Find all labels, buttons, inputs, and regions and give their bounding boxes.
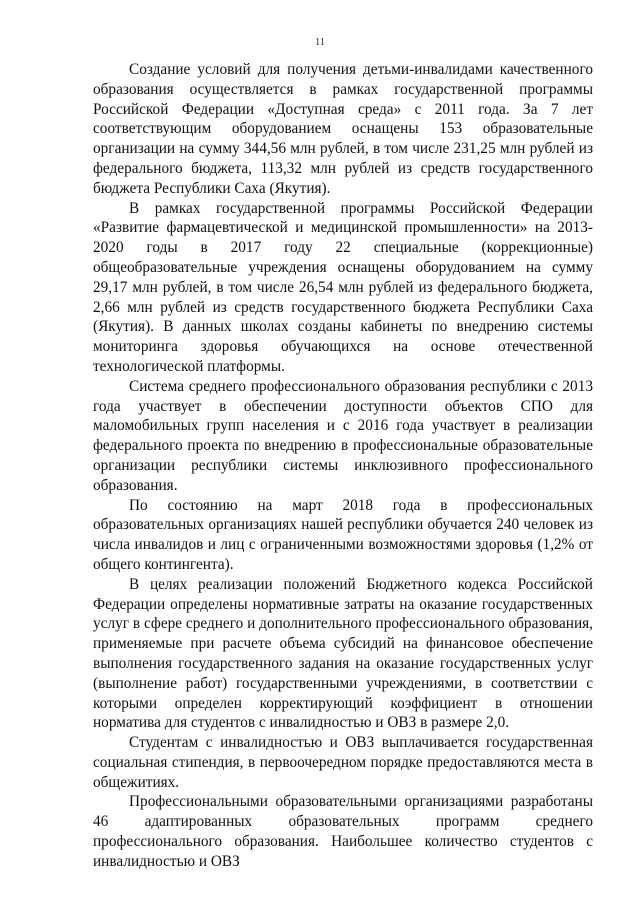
paragraph-adapted-programs: Профессиональными образовательными организациями разработаны 46 адаптированных образовательных программ среднего профессионального образования. Наибольшее количество студентов с инвалидностью и ОВЗ — [93, 793, 593, 870]
paragraph-accessible-environment: Создание условий для получения детьми-инвалидами качественного образования осуществляется в рамках государственной программы Российской Федерации «Доступная среда» с 2011 года. За 7 лет соответствующим оборудованием оснащены 153 образовательные организации на сумму 344,56 млн рублей, в том числе 231,25 млн рублей из федерального бюджета, 113,32 млн рублей из средств государственного бюджета Республики Саха (Якутия). — [93, 61, 593, 197]
paragraph-scholarship: Студентам с инвалидностью и ОВЗ выплачивается государственная социальная стипендия, в первоочередном порядке предоставляются места в общежитиях. — [93, 734, 593, 791]
paragraph-student-count: По состоянию на март 2018 года в профессиональных образовательных организациях нашей республики обучается 240 человек из числа инвалидов и лиц с ограниченными возможностями здоровья (1,2% от общего контингента). — [93, 496, 593, 573]
document-body — [93, 60, 593, 872]
page-number: 11 — [315, 37, 325, 48]
paragraph-pharma-program: В рамках государственной программы Российской Федерации «Развитие фармацевтической и медицинской промышленности» на 2013-2020 годы в 2017 году 22 специальные (коррекционные) общеобразовательные учреждения оснащены оборудованием на сумму 29,17 млн рублей, в том числе 26,54 млн рублей из федерального бюджета, 2,66 млн рублей из средств государственного бюджета Республики Саха (Якутия). В данных школах созданы кабинеты по внедрению системы мониторинга здоровья обучающихся на основе отечественной технологической платформы. — [93, 199, 593, 375]
paragraph-spo-system: Система среднего профессионального образования республики с 2013 года участвует в обеспечении доступности объектов СПО для маломобильных групп населения и с 2016 года участвует в реализации федерального проекта по внедрению в профессиональные образовательные организации республики системы инклюзивного профессионального образования. — [93, 377, 593, 494]
paragraph-budget-code: В целях реализации положений Бюджетного кодекса Российской Федерации определены нормативные затраты на оказание государственных услуг в сфере среднего и дополнительного профессионального образования, применяемые при расчете объема субсидий на финансовое обеспечение выполнения государственного задания на оказание государственных услуг (выполнение работ) государственными учреждениями, в соответствии с которыми определен корректирующий коэффициент в отношении норматива для студентов с инвалидностью и ОВЗ в размере 2,0. — [93, 575, 593, 732]
